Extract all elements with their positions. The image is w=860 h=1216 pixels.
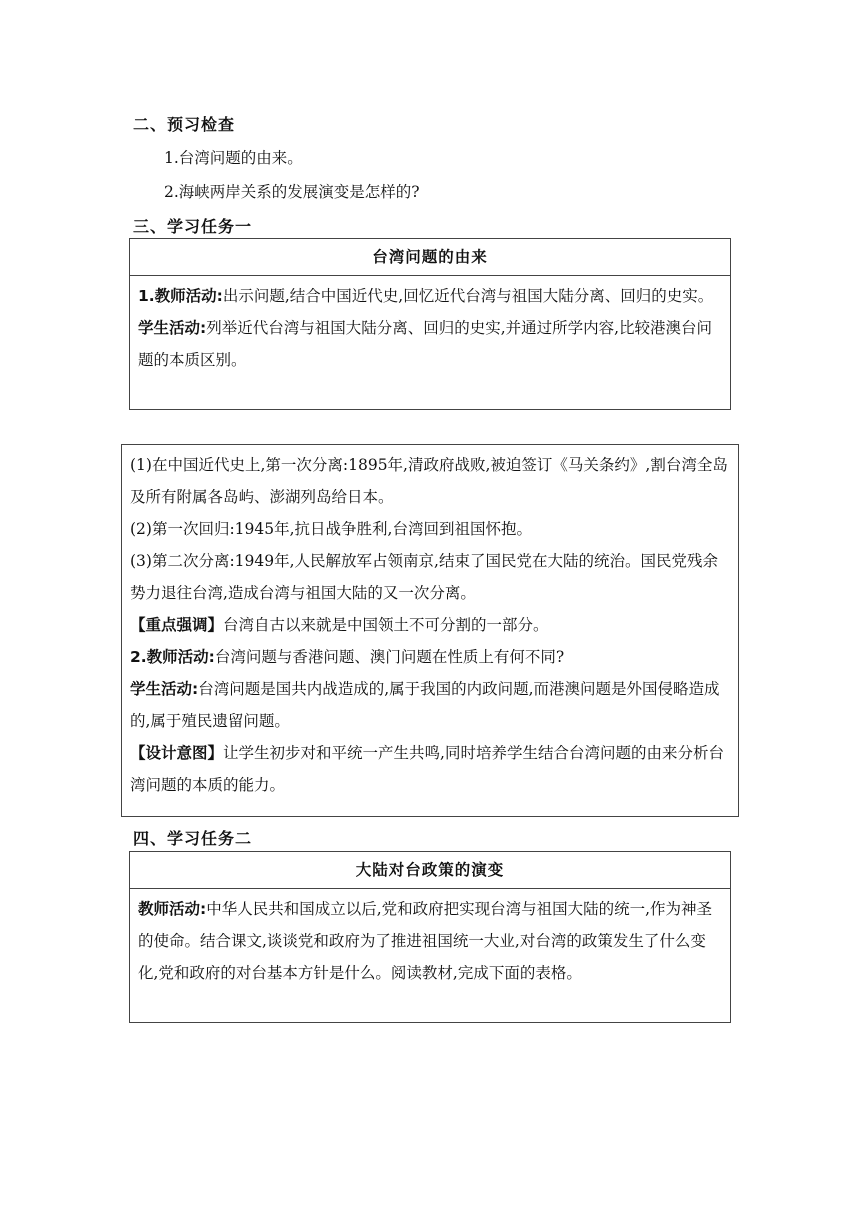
teacher-activity-3-label: 教师活动: xyxy=(138,900,207,918)
history-point-2: (2)第一次回归:1945年,抗日战争胜利,台湾回到祖国怀抱。 xyxy=(130,520,532,538)
design-intent-label: 【设计意图】 xyxy=(130,744,224,762)
key-emphasis-label: 【重点强调】 xyxy=(130,616,224,634)
teacher-activity-2-label: 2.教师活动: xyxy=(130,648,215,666)
teacher-activity-3-text: 中华人民共和国成立以后,党和政府把实现台湾与祖国大陆的统一,作为神圣的使命。结合课文,谈谈党和政府为了推进祖国统一大业,对台湾的政策发生了什么变化,党和政府的对台基本方针是什么。阅读教材,完成下面的表格。 xyxy=(138,900,713,982)
task2-box xyxy=(129,851,731,1023)
section-heading-task2: 四、学习任务二 xyxy=(133,829,253,848)
history-point-1: (1)在中国近代史上,第一次分离:1895年,清政府战败,被迫签订《马关条约》,割台湾全岛及所有附属各岛屿、澎湖列岛给日本。 xyxy=(130,456,728,506)
student-activity-text: 列举近代台湾与祖国大陆分离、回归的史实,并通过所学内容,比较港澳台问题的本质区别。 xyxy=(138,319,713,369)
section-heading-task1: 三、学习任务一 xyxy=(133,217,253,236)
preview-item-2: 2.海峡两岸关系的发展演变是怎样的? xyxy=(164,183,420,201)
teacher-activity-2 xyxy=(130,641,730,673)
student-activity-2-label: 学生活动: xyxy=(130,680,199,698)
teacher-activity-3 xyxy=(138,893,722,989)
task1-content-box xyxy=(121,444,739,817)
teacher-activity-2-text: 台湾问题与香港问题、澳门问题在性质上有何不同? xyxy=(214,648,565,666)
preview-item-1: 1.台湾问题的由来。 xyxy=(164,149,303,167)
task1-content-body xyxy=(122,445,738,805)
teacher-activity-1 xyxy=(138,280,722,312)
section-heading-preview: 二、预习检查 xyxy=(133,115,236,134)
key-emphasis xyxy=(130,609,730,641)
student-activity-1 xyxy=(138,312,722,376)
task2-box-body xyxy=(130,889,730,993)
teacher-activity-text: 出示问题,结合中国近代史,回忆近代台湾与祖国大陆分离、回归的史实。 xyxy=(222,287,714,305)
teacher-activity-label: 1.教师活动: xyxy=(138,287,223,305)
student-activity-2-text: 台湾问题是国共内战造成的,属于我国的内政问题,而港澳问题是外国侵略造成的,属于殖民遗留问题。 xyxy=(130,680,720,730)
task1-box xyxy=(129,238,731,410)
history-point-3: (3)第二次分离:1949年,人民解放军占领南京,结束了国民党在大陆的统治。国民党残余势力退往台湾,造成台湾与祖国大陆的又一次分离。 xyxy=(130,552,718,602)
design-intent-text: 让学生初步对和平统一产生共鸣,同时培养学生结合台湾问题的由来分析台湾问题的本质的能力。 xyxy=(130,744,724,794)
design-intent xyxy=(130,737,730,801)
student-activity-2 xyxy=(130,673,730,737)
task2-box-title: 大陆对台政策的演变 xyxy=(130,852,730,889)
task1-box-title: 台湾问题的由来 xyxy=(130,239,730,276)
student-activity-label: 学生活动: xyxy=(138,319,207,337)
task1-box-body xyxy=(130,276,730,380)
key-emphasis-text: 台湾自古以来就是中国领土不可分割的一部分。 xyxy=(223,616,549,634)
